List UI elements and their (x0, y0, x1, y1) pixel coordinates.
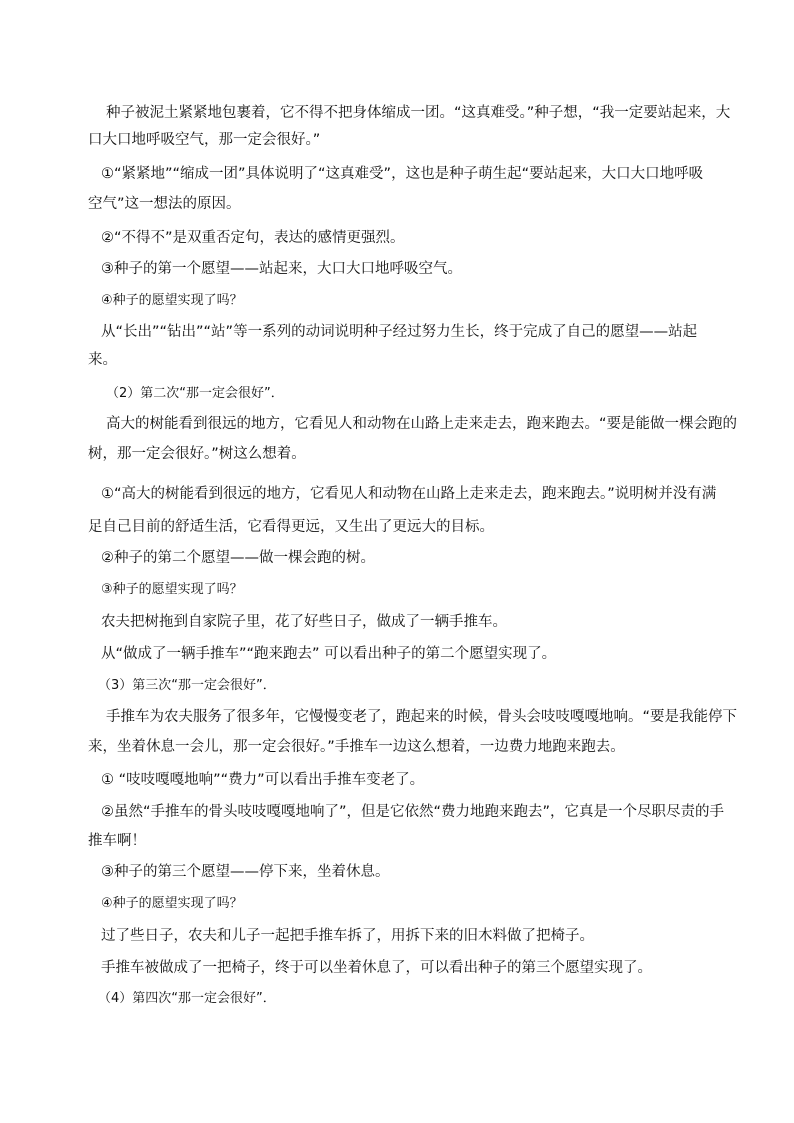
paragraph-line: 口大口地呼吸空气，那一定会很好。” (88, 132, 321, 148)
section-heading: （2）第二次“那一定会很好”． (106, 386, 284, 401)
paragraph-line: 推车啊！ (88, 833, 146, 849)
paragraph-line: ②“不得不”是双重否定句，表达的感情更强烈。 (101, 230, 405, 246)
paragraph-line: ①“高大的树能看到很远的地方，它看见人和动物在山路上走来走去，跑来跑去。”说明树并没有满 (101, 486, 717, 502)
paragraph-line: 树，那一定会很好。”树这么想着。 (88, 446, 306, 462)
paragraph-line: ②种子的第二个愿望——做一棵会跑的树。 (101, 550, 375, 566)
paragraph-line: ②虽然“手推车的骨头吱吱嘎嘎地响了”，但是它依然“费力地跑来跑去”，它真是一个尽职尽责的手 (101, 804, 725, 820)
paragraph-line: ①“紧紧地”“缩成一团”具体说明了“这真难受”，这也是种子萌生起“要站起来，大口大口地呼吸 (101, 166, 704, 182)
paragraph-line: ③种子的第三个愿望——停下来，坐着休息。 (101, 864, 390, 880)
paragraph-line: ④种子的愿望实现了吗？ (101, 896, 243, 911)
section-heading: （3）第三次“那一定会很好”． (98, 678, 276, 693)
paragraph-line: 农夫把树拖到自家院子里，花了好些日子，做成了一辆手推车。 (101, 614, 507, 630)
paragraph-line: 高大的树能看到很远的地方，它看见人和动物在山路上走来走去，跑来跑去。“要是能做一棵会跑的 (106, 416, 738, 432)
paragraph-line: 手推车为农夫服务了很多年，它慢慢变老了，跑起来的时候，骨头会吱吱嘎嘎地响。“要是我能停下 (106, 709, 738, 725)
paragraph-line: 手推车被做成了一把椅子，终于可以坐着休息了，可以看出种子的第三个愿望实现了。 (101, 960, 652, 976)
paragraph-line: ③种子的愿望实现了吗？ (101, 582, 243, 597)
paragraph-line: 过了些日子，农夫和儿子一起把手推车拆了，用拆下来的旧木料做了把椅子。 (101, 928, 594, 944)
paragraph-line: 来。 (88, 352, 117, 368)
paragraph-line: 从“做成了一辆手推车”“跑来跑去” 可以看出种子的第二个愿望实现了。 (101, 646, 557, 662)
paragraph-line: 空气”这一想法的原因。 (88, 196, 241, 212)
paragraph-line: ① “吱吱嘎嘎地响”“费力”可以看出手推车变老了。 (101, 772, 425, 788)
paragraph-line: 足自己目前的舒适生活，它看得更远，又生出了更远大的目标。 (88, 519, 494, 535)
paragraph-line: 种子被泥土紧紧地包裹着，它不得不把身体缩成一团。“这真难受。”种子想，“我一定要站起来，大 (106, 105, 731, 121)
paragraph-line: 来，坐着休息一会儿，那一定会很好。”手推车一边这么想着，一边费力地跑来跑去。 (88, 739, 625, 755)
paragraph-line: ③种子的第一个愿望——站起来，大口大口地呼吸空气。 (101, 261, 462, 277)
paragraph-line: 从“长出”“钻出”“站”等一系列的动词说明种子经过努力生长，终于完成了自己的愿望——站起 (101, 324, 698, 340)
paragraph-line: ④种子的愿望实现了吗？ (101, 293, 243, 308)
section-heading: （4）第四次“那一定会很好”． (98, 991, 276, 1006)
